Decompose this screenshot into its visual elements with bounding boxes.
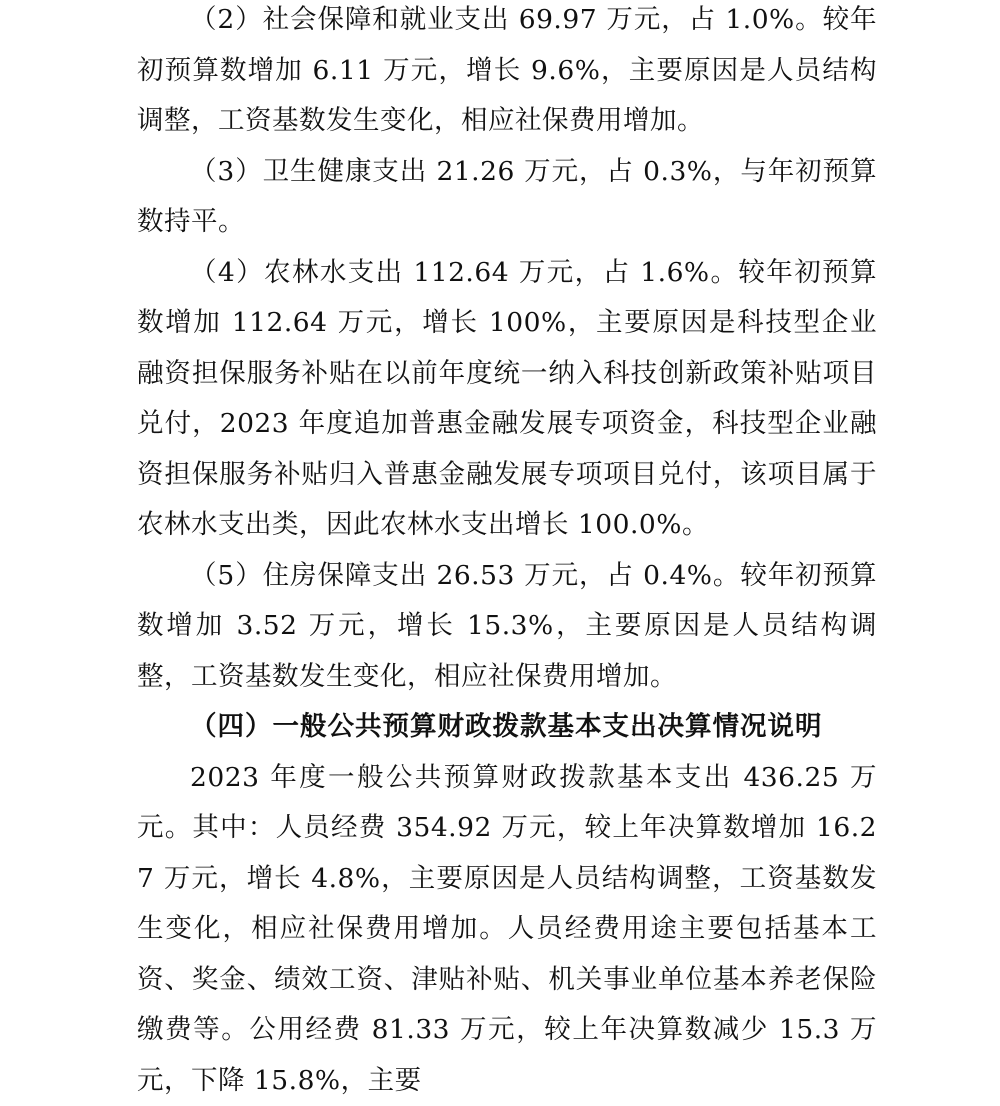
section-heading: （四）一般公共预算财政拨款基本支出决算情况说明 — [137, 702, 877, 753]
paragraph-health: （3）卫生健康支出 21.26 万元，占 0.3%，与年初预算数持平。 — [137, 147, 877, 248]
paragraph-agriculture: （4）农林水支出 112.64 万元，占 1.6%。较年初预算数增加 112.64 万元，增长 100%，主要原因是科技型企业融资担保服务补贴在以前年度统一纳入科技创新政策补贴项目兑付，2023 年度追加普惠金融发展专项资金，科技型企业融资担保服务补贴归入普惠金融发展专项项目兑付，该项目属于农林水支出类，因此农林水支出增长 100.0%。 — [137, 248, 877, 551]
paragraph-basic-expenditure: 2023 年度一般公共预算财政拨款基本支出 436.25 万元。其中：人员经费 354.92 万元，较上年决算数增加 16.27 万元，增长 4.8%，主要原因是人员结构调整，工资基数发生变化，相应社保费用增加。人员经费用途主要包括基本工资、奖金、绩效工资、津贴补贴、机关事业单位基本养老保险缴费等。公用经费 81.33 万元，较上年决算数减少 15.3 万元，下降 15.8%，主要 — [137, 753, 877, 1106]
paragraph-social-security: （2）社会保障和就业支出 69.97 万元，占 1.0%。较年初预算数增加 6.11 万元，增长 9.6%，主要原因是人员结构调整，工资基数发生变化，相应社保费用增加。 — [137, 0, 877, 147]
paragraph-housing: （5）住房保障支出 26.53 万元，占 0.4%。较年初预算数增加 3.52 万元，增长 15.3%，主要原因是人员结构调整，工资基数发生变化，相应社保费用增加。 — [137, 551, 877, 703]
